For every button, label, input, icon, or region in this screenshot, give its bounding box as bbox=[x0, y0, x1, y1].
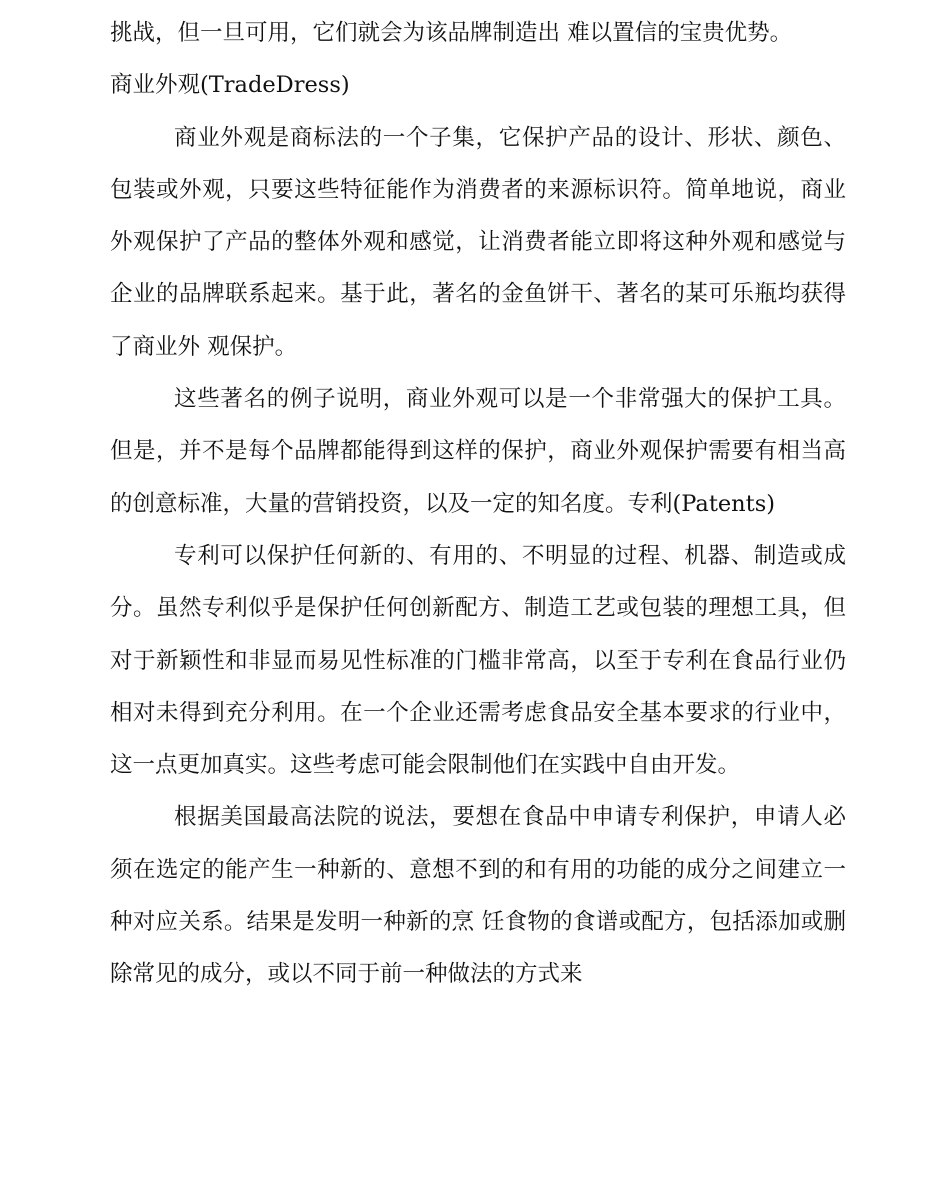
document-page bbox=[110, 7, 846, 1001]
paragraph-supreme-court: 根据美国最高法院的说法，要想在食品中申请专利保护，申请人必须在选定的能产生一种新的、意想不到的和有用的功能的成分之间建立一种对应关系。结果是发明一种新的烹 饪食物的食谱或配方，包括添加或删除常见的成分，或以不同于前一种做法的方式来 bbox=[110, 804, 846, 988]
paragraph-patents-overview: 专利可以保护任何新的、有用的、不明显的过程、机器、制造或成分。虽然专利似乎是保护任何创新配方、制造工艺或包装的理想工具，但对于新颖性和非显而易见性标准的门槛非常高，以至于专利在食品行业仍相对未得到充分利用。在一个企业还需考虑食品安全基本要求的行业中，这一点更加真实。这些考虑可能会限制他们在实践中自由开发。 bbox=[110, 542, 846, 779]
paragraph-trade-dress-examples: 这些著名的例子说明，商业外观可以是一个非常强大的保护工具。但是，并不是每个品牌都能得到这样的保护，商业外观保护需要有相当高的创意标准，大量的营销投资，以及一定的知名度。专利(Patents) bbox=[110, 386, 846, 517]
paragraph-continuation: 挑战，但一旦可用，它们就会为该品牌制造出 难以置信的宝贵优势。 bbox=[110, 20, 793, 46]
paragraph-trade-dress-definition: 商业外观是商标法的一个子集，它保护产品的设计、形状、颜色、包装或外观，只要这些特征能作为消费者的来源标识符。简单地说，商业外观保护了产品的整体外观和感觉，让消费者能立即将这种外观和感觉与企业的品牌联系起来。基于此，著名的金鱼饼干、著名的某可乐瓶均获得了商业外 观保护。 bbox=[110, 124, 846, 360]
section-heading-trade-dress: 商业外观(TradeDress) bbox=[110, 72, 350, 99]
